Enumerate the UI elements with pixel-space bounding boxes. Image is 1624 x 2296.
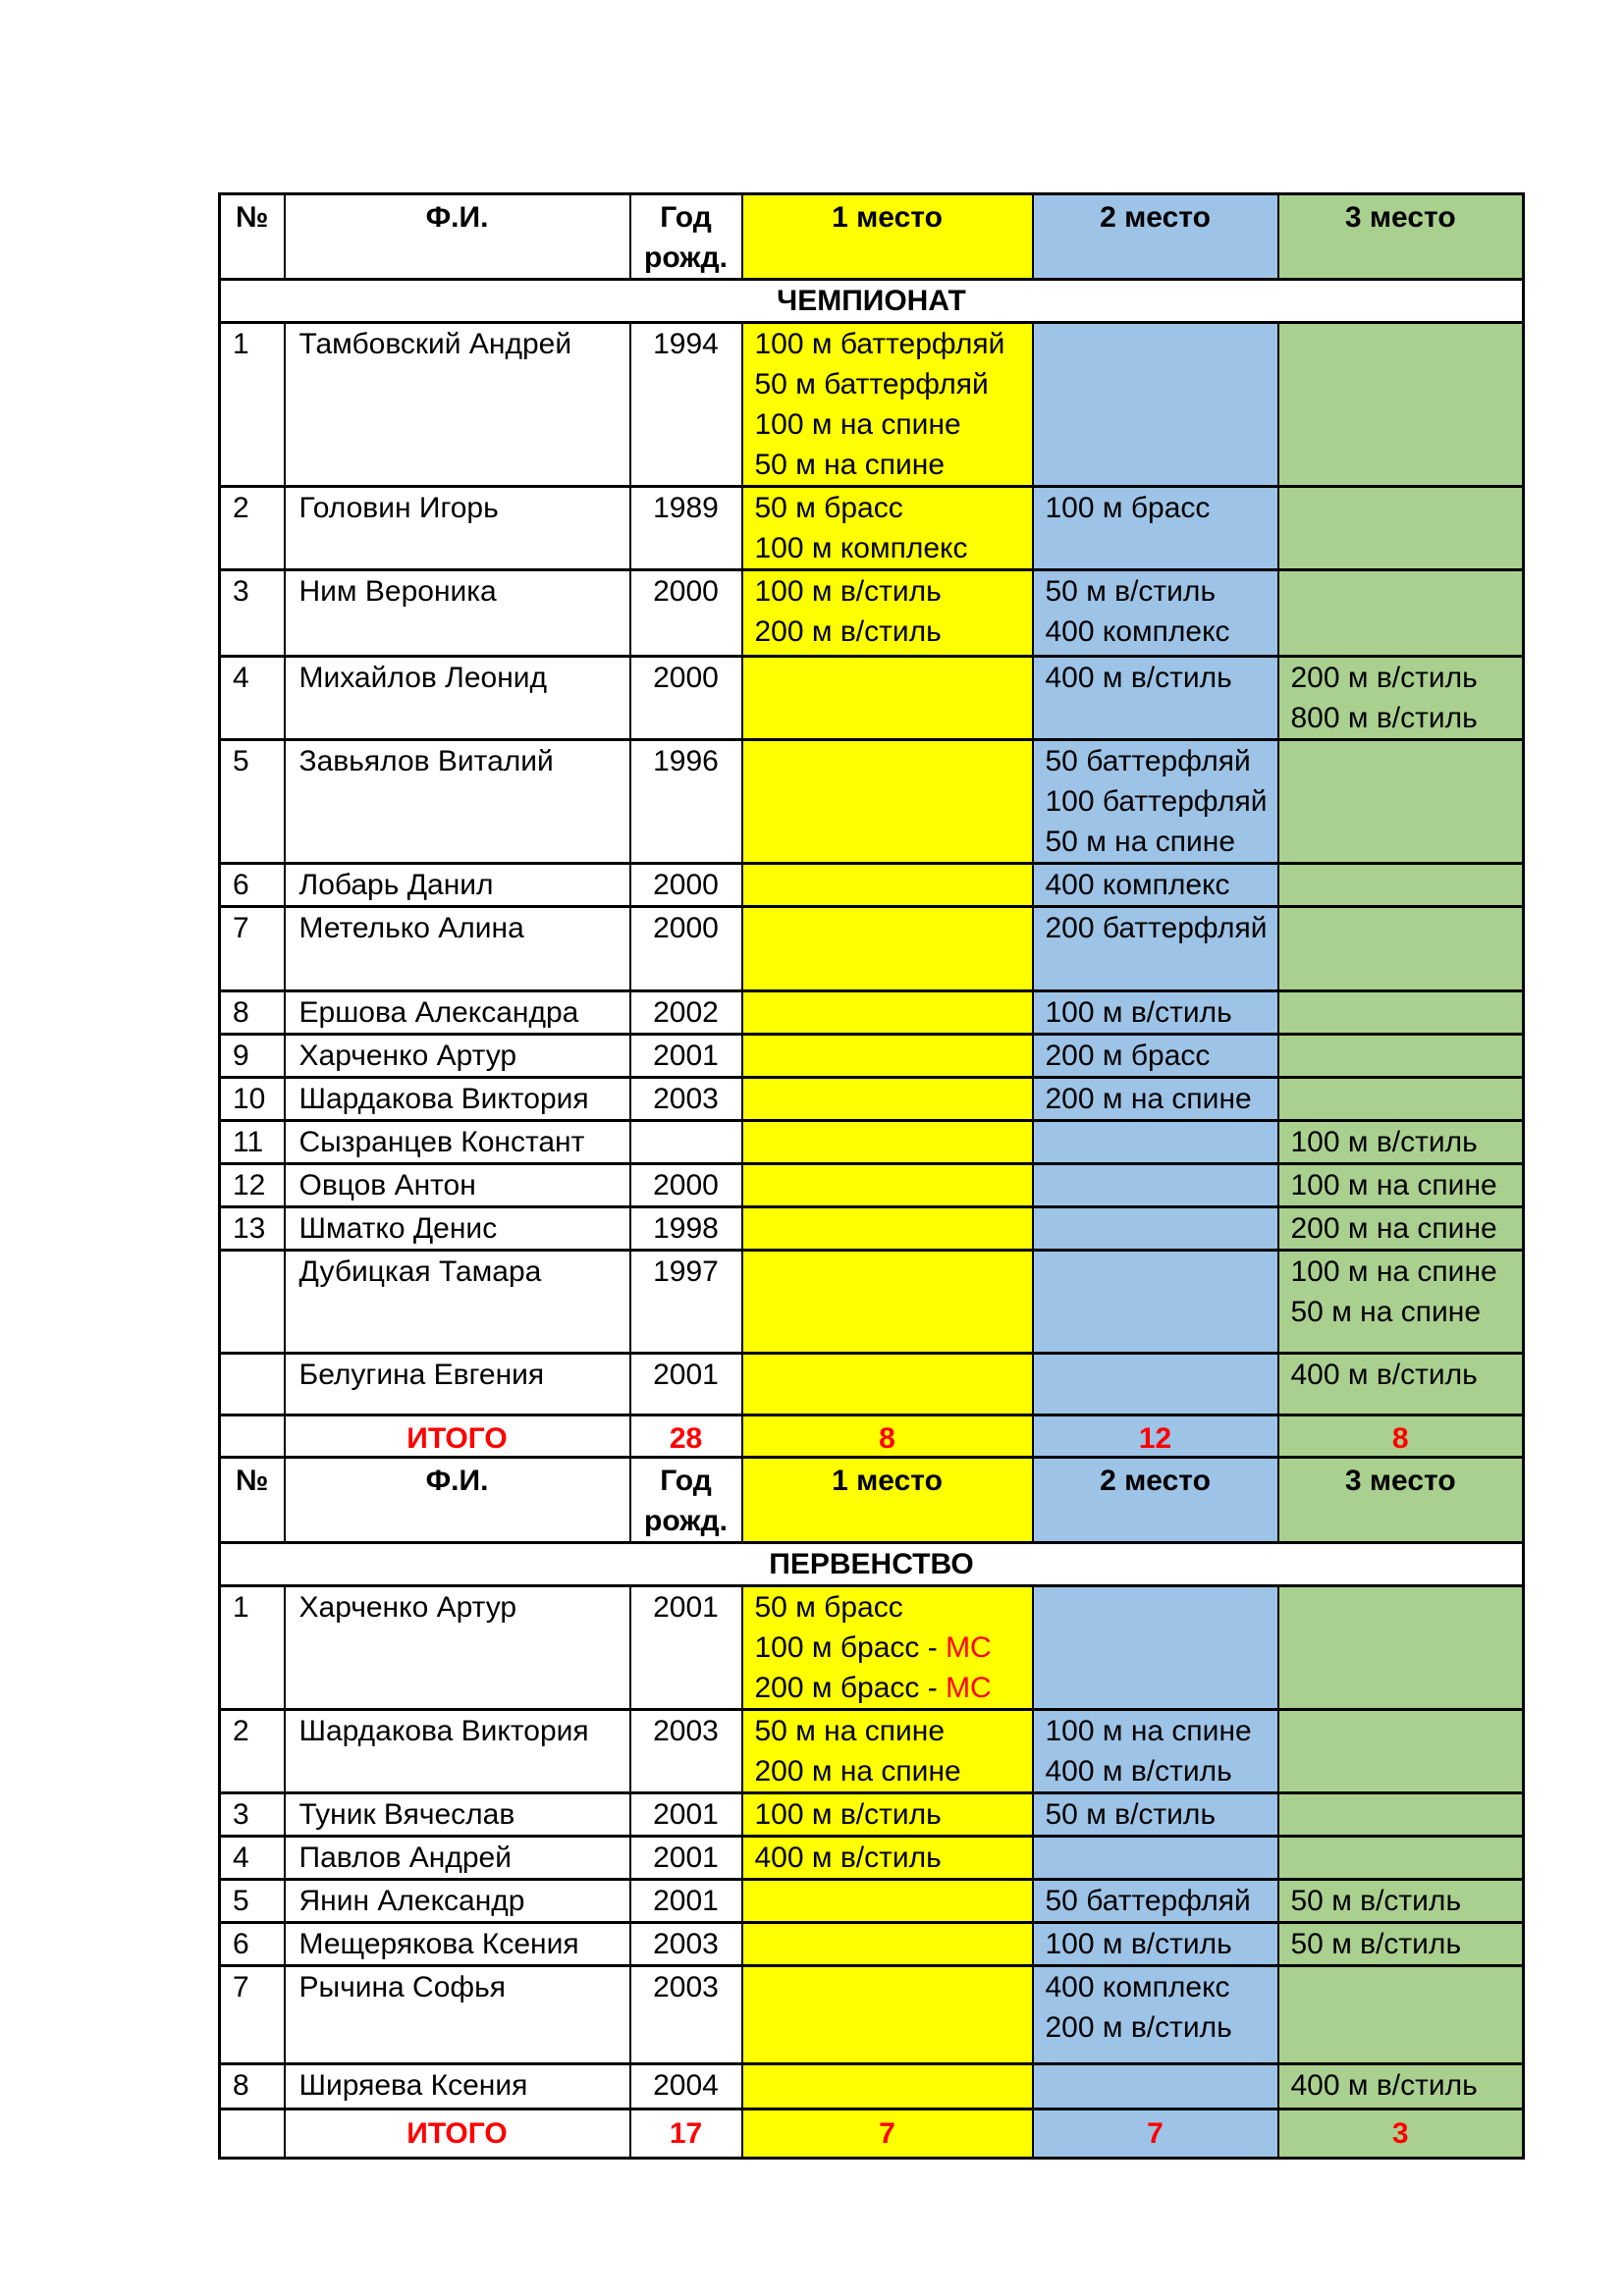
first-place-cell (742, 991, 1033, 1035)
first-place-cell (742, 487, 1033, 570)
athlete-row (220, 570, 1524, 657)
third-place-cell (1278, 1164, 1524, 1207)
event-line: 400 комплекс (1045, 869, 1230, 901)
second-place-cell (1033, 2064, 1278, 2109)
row-number-cell: 2 (220, 487, 285, 570)
athlete-row (220, 907, 1524, 991)
athlete-name-cell: Шматко Денис (285, 1207, 630, 1251)
event-line: 200 м на спине (754, 1755, 961, 1788)
third-place-cell (1278, 1837, 1524, 1880)
third-place-cell (1278, 1078, 1524, 1121)
event-line: 50 м в/стиль (1045, 575, 1217, 608)
first-place-cell (742, 1837, 1033, 1880)
athlete-row (220, 1164, 1524, 1207)
second-place-cell (1033, 570, 1278, 657)
header-line: Год (660, 201, 712, 234)
ms-rank-label: МС (946, 1631, 992, 1664)
birth-year-cell: 1998 (630, 1207, 742, 1251)
athlete-name-cell: Дубицкая Тамара (285, 1251, 630, 1354)
athlete-name-cell: Шардакова Виктория (285, 1078, 630, 1121)
row-number-cell: 4 (220, 1837, 285, 1880)
header-line: 1 место (832, 1465, 943, 1497)
athlete-row (220, 1586, 1524, 1710)
event-line: 50 м на спине (1290, 1296, 1482, 1328)
event-line: 100 м на спине (754, 408, 961, 441)
athlete-name-cell: Белугина Евгения (285, 1354, 630, 1415)
event-line-text: 100 м брасс - (754, 1631, 947, 1664)
athlete-name-cell: Овцов Антон (285, 1164, 630, 1207)
birth-year-cell: 1994 (630, 323, 742, 487)
third-place-cell (1278, 1966, 1524, 2064)
first-place-cell (742, 1966, 1033, 2064)
second-place-header (1033, 1458, 1278, 1543)
athlete-row (220, 487, 1524, 570)
first-place-cell (742, 657, 1033, 740)
first-place-cell (742, 864, 1033, 907)
birth-year-cell: 2004 (630, 2064, 742, 2109)
third-place-cell (1278, 1035, 1524, 1078)
birth-year-cell: 2000 (630, 570, 742, 657)
third-place-cell (1278, 570, 1524, 657)
third-place-cell (1278, 323, 1524, 487)
second-place-cell (1033, 1837, 1278, 1880)
event-line: 50 м в/стиль (1290, 1885, 1462, 1917)
event-line: 50 м баттерфляй (754, 368, 989, 400)
third-place-cell (1278, 487, 1524, 570)
row-number-cell: 6 (220, 864, 285, 907)
athlete-name-cell: Метелько Алина (285, 907, 630, 991)
event-line (755, 1668, 1032, 1708)
second-place-cell (1033, 1164, 1278, 1207)
row-number-cell: 5 (220, 740, 285, 864)
athlete-name-cell: Туник Вячеслав (285, 1793, 630, 1837)
first-place-cell (742, 1923, 1033, 1966)
event-line: 50 м на спине (754, 449, 946, 481)
athlete-row (220, 1078, 1524, 1121)
third-place-cell (1278, 1586, 1524, 1710)
athlete-name-cell: Михайлов Леонид (285, 657, 630, 740)
event-line: 400 м в/стиль (754, 1842, 942, 1874)
second-place-cell (1033, 1793, 1278, 1837)
second-place-cell (1033, 1880, 1278, 1923)
event-line: 200 м на спине (1290, 1212, 1497, 1245)
third-place-cell (1278, 1880, 1524, 1923)
birth-year-cell: 2001 (630, 1880, 742, 1923)
num-column-header (220, 194, 285, 280)
third-place-cell (1278, 1251, 1524, 1354)
event-line: 100 м в/стиль (754, 575, 942, 608)
event-line: 800 м в/стиль (1290, 702, 1478, 734)
third-place-cell (1278, 1793, 1524, 1837)
row-number-cell: 5 (220, 1880, 285, 1923)
header-line: Ф.И. (425, 201, 489, 234)
row-number-cell: 10 (220, 1078, 285, 1121)
event-line: 50 м в/стиль (1045, 1798, 1217, 1831)
total-first-count: 8 (742, 1415, 1033, 1463)
num-column-header (220, 1458, 285, 1543)
event-line: 50 м брасс (754, 492, 903, 524)
event-line: 50 баттерфляй (1045, 745, 1251, 777)
athlete-row (220, 1354, 1524, 1415)
name-column-header (285, 1458, 630, 1543)
header-line: рожд. (644, 1505, 728, 1537)
first-place-cell (742, 1078, 1033, 1121)
event-line: 100 баттерфляй (1045, 785, 1268, 818)
row-number-cell: 3 (220, 1793, 285, 1837)
athlete-row (220, 2064, 1524, 2109)
row-number-cell: 1 (220, 1586, 285, 1710)
athlete-name-cell: Харченко Артур (285, 1586, 630, 1710)
second-place-cell (1033, 1586, 1278, 1710)
event-line (755, 1628, 1032, 1668)
athlete-name-cell: Шардакова Виктория (285, 1710, 630, 1793)
second-place-cell (1033, 991, 1278, 1035)
ms-rank-label: МС (946, 1672, 992, 1704)
event-line: 50 м брасс (754, 1591, 903, 1624)
athlete-row (220, 1966, 1524, 2064)
second-place-cell (1033, 1966, 1278, 2064)
second-place-cell (1033, 740, 1278, 864)
third-place-cell (1278, 991, 1524, 1035)
birth-year-cell: 1996 (630, 740, 742, 864)
event-line: 50 баттерфляй (1045, 1885, 1251, 1917)
event-line: 100 м на спине (1290, 1255, 1497, 1288)
third-place-header (1278, 1458, 1524, 1543)
event-line: 100 м брасс (1045, 492, 1211, 524)
header-line: 3 место (1344, 201, 1456, 234)
birth-year-cell: 2003 (630, 1710, 742, 1793)
section-title: ПЕРВЕНСТВО (220, 1543, 1524, 1586)
birth-year-cell: 2003 (630, 1923, 742, 1966)
athlete-name-cell: Ширяева Ксения (285, 2064, 630, 2109)
athlete-row (220, 1793, 1524, 1837)
first-place-cell (742, 1035, 1033, 1078)
event-line: 100 м в/стиль (1290, 1126, 1478, 1158)
athlete-row (220, 323, 1524, 487)
event-line: 200 м в/стиль (1045, 2011, 1232, 2044)
birth-year-cell: 2001 (630, 1793, 742, 1837)
birth-year-cell: 1989 (630, 487, 742, 570)
second-place-cell (1033, 323, 1278, 487)
header-line: рожд. (644, 241, 728, 274)
row-number-cell: 8 (220, 2064, 285, 2109)
third-place-cell (1278, 657, 1524, 740)
first-place-cell (742, 570, 1033, 657)
event-line: 200 м на спине (1045, 1083, 1252, 1115)
third-place-header (1278, 194, 1524, 280)
event-line: 100 м комплекс (754, 532, 968, 564)
section-title: ЧЕМПИОНАТ (220, 280, 1524, 323)
total-third-count: 3 (1278, 2109, 1524, 2159)
first-place-cell (742, 2064, 1033, 2109)
event-line: 100 м в/стиль (1045, 996, 1232, 1029)
first-place-cell (742, 1354, 1033, 1415)
row-number-cell: 7 (220, 1966, 285, 2064)
event-line: 50 м в/стиль (1290, 1928, 1462, 1960)
athlete-name-cell: Рычина Софья (285, 1966, 630, 2064)
birth-year-cell: 2002 (630, 991, 742, 1035)
row-number-cell (220, 1354, 285, 1415)
second-place-cell (1033, 1121, 1278, 1164)
first-place-cell (742, 1251, 1033, 1354)
second-place-header (1033, 194, 1278, 280)
athlete-name-cell: Павлов Андрей (285, 1837, 630, 1880)
row-number-cell: 7 (220, 907, 285, 991)
athlete-row (220, 740, 1524, 864)
second-place-cell (1033, 907, 1278, 991)
total-first-count: 7 (742, 2109, 1033, 2159)
birth-year-cell (630, 1121, 742, 1164)
third-place-cell (1278, 864, 1524, 907)
second-place-cell (1033, 487, 1278, 570)
athlete-row (220, 1923, 1524, 1966)
first-place-cell (742, 1207, 1033, 1251)
event-line: 400 м в/стиль (1290, 2069, 1478, 2102)
event-line: 400 м в/стиль (1290, 1359, 1478, 1391)
event-line: 50 м на спине (754, 1715, 946, 1747)
event-line: 400 комплекс (1045, 1971, 1230, 2003)
event-line: 200 м в/стиль (1290, 662, 1478, 694)
athlete-row (220, 864, 1524, 907)
row-number-cell: 11 (220, 1121, 285, 1164)
total-label: ИТОГО (285, 1415, 630, 1463)
athlete-name-cell: Головин Игорь (285, 487, 630, 570)
event-line: 100 м баттерфляй (754, 328, 1005, 360)
athlete-name-cell: Харченко Артур (285, 1035, 630, 1078)
event-line: 200 м в/стиль (754, 615, 942, 648)
athlete-row (220, 1837, 1524, 1880)
header-line: Год (660, 1465, 712, 1497)
athlete-name-cell: Ним Вероника (285, 570, 630, 657)
total-row (220, 2109, 1524, 2159)
birth-year-cell: 2003 (630, 1966, 742, 2064)
athlete-name-cell: Завьялов Виталий (285, 740, 630, 864)
second-place-cell (1033, 1035, 1278, 1078)
total-third-count: 8 (1278, 1415, 1524, 1463)
athlete-name-cell: Сызранцев Констант (285, 1121, 630, 1164)
first-place-cell (742, 1586, 1033, 1710)
second-place-cell (1033, 1078, 1278, 1121)
total-second-count: 7 (1033, 2109, 1278, 2159)
name-column-header (285, 194, 630, 280)
year-column-header (630, 194, 742, 280)
third-place-cell (1278, 1923, 1524, 1966)
first-place-cell (742, 323, 1033, 487)
athlete-row (220, 1880, 1524, 1923)
header-line: 3 место (1344, 1465, 1456, 1497)
birth-year-cell: 2001 (630, 1586, 742, 1710)
section-row (220, 1543, 1524, 1586)
first-place-cell (742, 1710, 1033, 1793)
row-number-cell: 13 (220, 1207, 285, 1251)
event-line: 100 м на спине (1290, 1169, 1497, 1201)
first-place-header (742, 194, 1033, 280)
first-place-cell (742, 1164, 1033, 1207)
first-place-cell (742, 1880, 1033, 1923)
birth-year-cell: 2000 (630, 1164, 742, 1207)
event-line: 200 м брасс (1045, 1040, 1211, 1072)
first-place-cell (742, 1793, 1033, 1837)
second-place-cell (1033, 657, 1278, 740)
event-line: 100 м на спине (1045, 1715, 1252, 1747)
first-place-cell (742, 740, 1033, 864)
birth-year-cell: 2000 (630, 657, 742, 740)
birth-year-cell: 2003 (630, 1078, 742, 1121)
third-place-cell (1278, 1710, 1524, 1793)
event-line: 400 комплекс (1045, 615, 1230, 648)
row-number-cell: 3 (220, 570, 285, 657)
row-number-cell: 6 (220, 1923, 285, 1966)
third-place-cell (1278, 907, 1524, 991)
third-place-cell (1278, 740, 1524, 864)
athlete-row (220, 657, 1524, 740)
second-place-cell (1033, 1710, 1278, 1793)
total-year-count: 17 (630, 2109, 742, 2159)
athlete-name-cell: Янин Александр (285, 1880, 630, 1923)
second-place-cell (1033, 1207, 1278, 1251)
birth-year-cell: 2001 (630, 1354, 742, 1415)
third-place-cell (1278, 1207, 1524, 1251)
header-row (220, 194, 1524, 280)
total-num-cell (220, 2109, 285, 2159)
athlete-row (220, 1035, 1524, 1078)
row-number-cell (220, 1251, 285, 1354)
birth-year-cell: 2000 (630, 864, 742, 907)
row-number-cell: 1 (220, 323, 285, 487)
athlete-row (220, 1710, 1524, 1793)
third-place-cell (1278, 1121, 1524, 1164)
row-number-cell: 8 (220, 991, 285, 1035)
event-line: 100 м в/стиль (1045, 1928, 1232, 1960)
athlete-row (220, 1251, 1524, 1354)
athlete-row (220, 991, 1524, 1035)
total-year-count: 28 (630, 1415, 742, 1463)
header-line: Ф.И. (425, 1465, 489, 1497)
second-place-cell (1033, 864, 1278, 907)
total-second-count: 12 (1033, 1415, 1278, 1463)
header-line: 2 место (1100, 1465, 1211, 1497)
first-place-cell (742, 1121, 1033, 1164)
header-line: № (236, 1465, 269, 1497)
second-place-cell (1033, 1251, 1278, 1354)
athlete-name-cell: Мещерякова Ксения (285, 1923, 630, 1966)
event-line: 200 баттерфляй (1045, 912, 1268, 944)
first-place-header (742, 1458, 1033, 1543)
athlete-name-cell: Ершова Александра (285, 991, 630, 1035)
row-number-cell: 4 (220, 657, 285, 740)
birth-year-cell: 1997 (630, 1251, 742, 1354)
event-line-text: 200 м брасс - (754, 1672, 947, 1704)
birth-year-cell: 2001 (630, 1035, 742, 1078)
championship-results-table (218, 192, 1525, 1464)
event-line: 50 м на спине (1045, 826, 1236, 858)
header-line: № (236, 201, 269, 234)
birth-year-cell: 2001 (630, 1837, 742, 1880)
athlete-row (220, 1207, 1524, 1251)
year-column-header (630, 1458, 742, 1543)
header-line: 2 место (1100, 201, 1211, 234)
event-line: 100 м в/стиль (754, 1798, 942, 1831)
row-number-cell: 9 (220, 1035, 285, 1078)
second-place-cell (1033, 1354, 1278, 1415)
row-number-cell: 12 (220, 1164, 285, 1207)
birth-year-cell: 2000 (630, 907, 742, 991)
row-number-cell: 2 (220, 1710, 285, 1793)
third-place-cell (1278, 1354, 1524, 1415)
athlete-row (220, 1121, 1524, 1164)
total-label: ИТОГО (285, 2109, 630, 2159)
event-line: 400 м в/стиль (1045, 1755, 1232, 1788)
pervenstvo-results-table (218, 1456, 1525, 2160)
first-place-cell (742, 907, 1033, 991)
event-line: 400 м в/стиль (1045, 662, 1232, 694)
athlete-name-cell: Тамбовский Андрей (285, 323, 630, 487)
header-row (220, 1458, 1524, 1543)
section-row (220, 280, 1524, 323)
third-place-cell (1278, 2064, 1524, 2109)
athlete-name-cell: Лобарь Данил (285, 864, 630, 907)
header-line: 1 место (832, 201, 943, 234)
second-place-cell (1033, 1923, 1278, 1966)
